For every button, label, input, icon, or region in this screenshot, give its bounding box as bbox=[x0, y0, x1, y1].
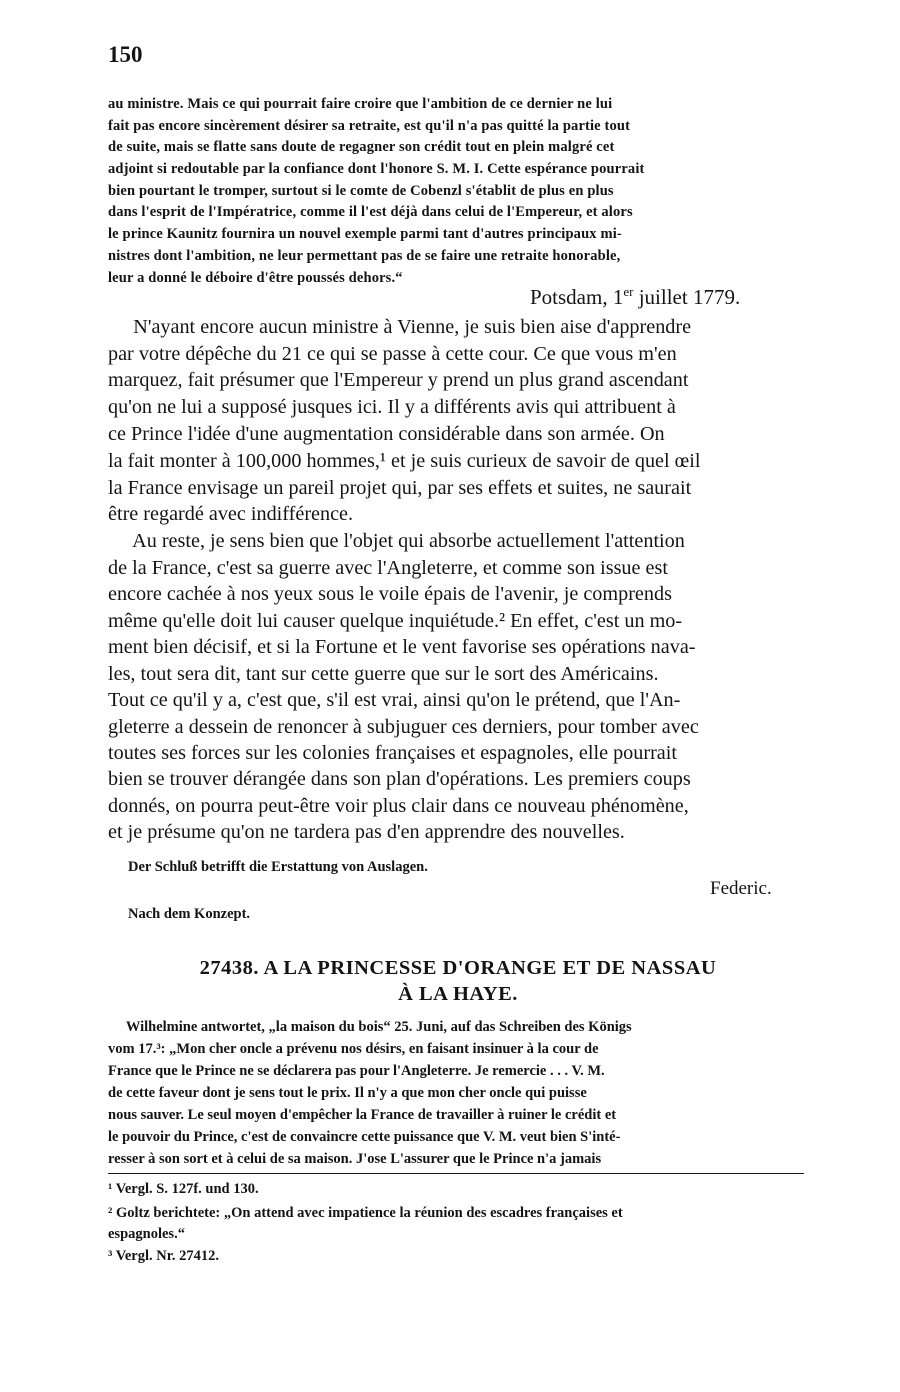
source-note: Nach dem Konzept. bbox=[128, 906, 251, 922]
body-line: encore cachée à nos yeux sous le voile épais de l'avenir, je comprends bbox=[108, 583, 672, 605]
dateline-date: juillet 1779. bbox=[633, 285, 741, 309]
letter-heading-place: À LA HAYE. bbox=[398, 983, 518, 1005]
summary-line: vom 17.³: „Mon cher oncle a prévenu nos désirs, en faisant insinuer à la cour de bbox=[108, 1041, 599, 1057]
body-line: ce Prince l'idée d'une augmentation considérable dans son armée. On bbox=[108, 423, 665, 445]
quote-line: fait pas encore sincèrement désirer sa retraite, est qu'il n'a pas quitté la partie tout bbox=[108, 118, 631, 134]
summary-line: resser à son sort et à celui de sa maison. J'ose L'assurer que le Prince n'a jamais bbox=[108, 1151, 602, 1167]
body-line: par votre dépêche du 21 ce qui se passe à cette cour. Ce que vous m'en bbox=[108, 343, 677, 365]
quote-line: bien pourtant le tromper, surtout si le comte de Cobenzl s'établit de plus en plus bbox=[108, 183, 614, 199]
quote-line: nistres dont l'ambition, ne leur permettant pas de se faire une retraite honorable, bbox=[108, 248, 621, 264]
summary-line: de cette faveur dont je sens tout le prix. Il n'y a que mon cher oncle qui puisse bbox=[108, 1085, 587, 1101]
dateline bbox=[530, 285, 740, 310]
footnote: ² Goltz berichtete: „On attend avec impatience la réunion des escadres françaises et bbox=[108, 1205, 623, 1221]
body-line: la fait monter à 100,000 hommes,¹ et je suis curieux de savoir de quel œil bbox=[108, 450, 701, 472]
body-line: bien se trouver dérangée dans son plan d'opérations. Les premiers coups bbox=[108, 768, 691, 790]
body-line: toutes ses forces sur les colonies françaises et espagnoles, elle pourrait bbox=[108, 742, 677, 764]
summary-line: Wilhelmine antwortet, „la maison du bois“ 25. Juni, auf das Schreiben des Königs bbox=[108, 1019, 632, 1035]
quote-line: le prince Kaunitz fournira un nouvel exemple parmi tant d'autres principaux mi- bbox=[108, 226, 622, 242]
quote-line: dans l'esprit de l'Impératrice, comme il l'est déjà dans celui de l'Empereur, et alors bbox=[108, 204, 633, 220]
body-line: et je présume qu'on ne tardera pas d'en apprendre des nouvelles. bbox=[108, 821, 625, 843]
body-line: ment bien décisif, et si la Fortune et le vent favorise ses opérations nava- bbox=[108, 636, 696, 658]
footnote: ³ Vergl. Nr. 27412. bbox=[108, 1248, 219, 1264]
body-line: Au reste, je sens bien que l'objet qui absorbe actuellement l'attention bbox=[108, 530, 685, 552]
body-line: être regardé avec indifférence. bbox=[108, 503, 354, 525]
body-line: Tout ce qu'il y a, c'est que, s'il est vrai, ainsi qu'on le prétend, que l'An- bbox=[108, 689, 681, 711]
footnote: ¹ Vergl. S. 127f. und 130. bbox=[108, 1181, 259, 1197]
summary-line: le pouvoir du Prince, c'est de convaincre cette puissance que V. M. veut bien S'inté- bbox=[108, 1129, 621, 1145]
closing-note: Der Schluß betrifft die Erstattung von Auslagen. bbox=[128, 859, 428, 875]
dateline-superscript: er bbox=[623, 284, 634, 299]
signature: Federic. bbox=[710, 878, 772, 899]
body-line: même qu'elle doit lui causer quelque inquiétude.² En effet, c'est un mo- bbox=[108, 610, 683, 632]
dateline-place: Potsdam, 1 bbox=[530, 285, 624, 309]
body-line: gleterre a dessein de renoncer à subjuguer ces derniers, pour tomber avec bbox=[108, 716, 699, 738]
footnote-divider bbox=[108, 1173, 804, 1174]
body-line: donnés, on pourra peut-être voir plus clair dans ce nouveau phénomène, bbox=[108, 795, 689, 817]
body-line: qu'on ne lui a supposé jusques ici. Il y a différents avis qui attribuent à bbox=[108, 396, 676, 418]
body-line: les, tout sera dit, tant sur cette guerre que sur le sort des Américains. bbox=[108, 663, 659, 685]
footnote-continuation: espagnoles.“ bbox=[108, 1226, 185, 1242]
letter-heading: 27438. A LA PRINCESSE D'ORANGE ET DE NASSAU bbox=[199, 957, 717, 979]
body-line: N'ayant encore aucun ministre à Vienne, je suis bien aise d'apprendre bbox=[108, 316, 692, 338]
page-number: 150 bbox=[108, 42, 143, 67]
quote-line: leur a donné le déboire d'être poussés dehors.“ bbox=[108, 270, 403, 286]
quote-line: au ministre. Mais ce qui pourrait faire croire que l'ambition de ce dernier ne lui bbox=[108, 96, 613, 112]
body-line: de la France, c'est sa guerre avec l'Angleterre, et comme son issue est bbox=[108, 557, 668, 579]
summary-line: nous sauver. Le seul moyen d'empêcher la France de travailler à ruiner le crédit et bbox=[108, 1107, 617, 1123]
body-line: marquez, fait présumer que l'Empereur y prend un plus grand ascendant bbox=[108, 369, 689, 391]
quote-line: de suite, mais se flatte sans doute de regagner son crédit tout en plein malgré cet bbox=[108, 139, 615, 155]
body-line: la France envisage un pareil projet qui, par ses effets et suites, ne saurait bbox=[108, 477, 692, 499]
quote-line: adjoint si redoutable par la confiance dont l'honore S. M. I. Cette espérance pourrait bbox=[108, 161, 645, 177]
summary-line: France que le Prince ne se déclarera pas pour l'Angleterre. Je remercie . . . V. M. bbox=[108, 1063, 605, 1079]
